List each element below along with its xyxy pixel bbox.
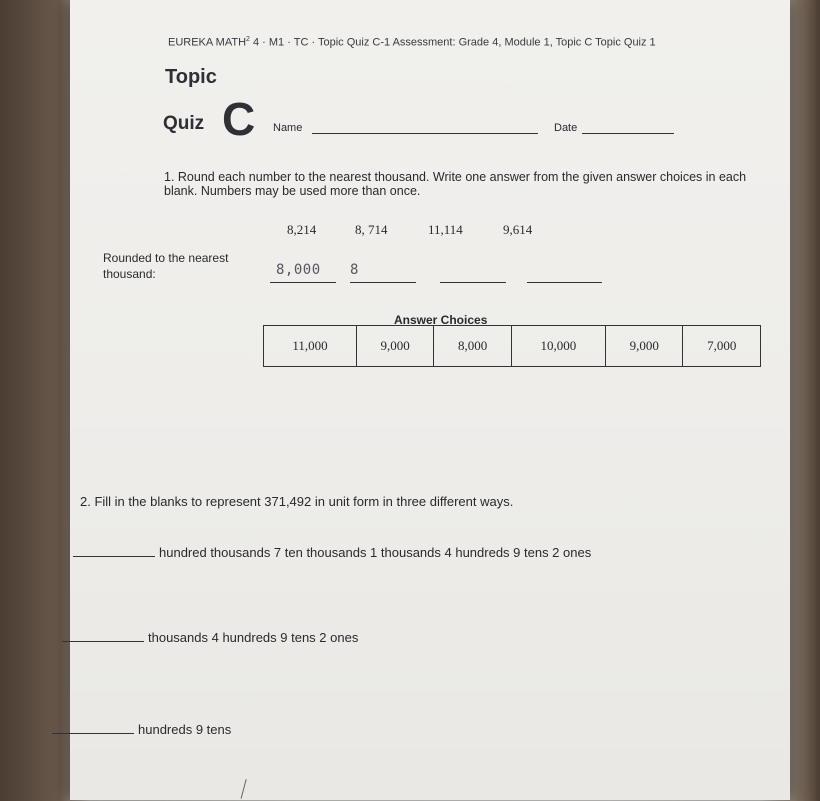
answer-blank-4[interactable] [527,282,602,283]
unit-form-line-2 [62,630,358,645]
number-1: 8,214 [287,222,317,237]
answer-blank-3[interactable] [440,282,506,283]
title-quiz: Quiz [163,113,205,134]
choice-cell: 8,000 [434,326,511,367]
answer-blank-2[interactable] [350,282,416,283]
choice-cell: 9,000 [605,326,682,367]
answer-choices-title: Answer Choices [394,313,488,327]
date-label: Date [554,122,578,134]
question-1-prompt: 1. Round each number to the nearest thousand. Write one answer from the given answer choices in each blank. Numbers may be used more than once. [164,170,747,198]
rounded-label: Rounded to the nearest thousand: [103,251,229,281]
number-2: 8, 714 [355,222,388,237]
answer-blank-1[interactable] [270,282,336,283]
choice-cell: 11,000 [264,326,357,367]
title-topic: Topic [165,66,217,88]
handwritten-answer-1: 8,000 [276,262,321,278]
title-letter: C [222,93,256,145]
unit-form-text-1: hundred thousands 7 ten thousands 1 thousands 4 hundreds 9 tens 2 ones [159,545,592,560]
worksheet-header [168,36,656,49]
answer-choices-table [263,325,761,367]
unit-form-text-2: thousands 4 hundreds 9 tens 2 ones [148,630,359,645]
question-2-prompt: 2. Fill in the blanks to represent 371,492 in unit form in three different ways. [80,494,514,509]
name-label: Name [273,122,303,134]
choice-cell: 9,000 [356,326,433,367]
number-3: 11,114 [428,222,463,237]
choice-cell: 10,000 [511,326,605,367]
unit-form-line-1 [73,545,591,560]
header-superscript: 2 [246,36,250,43]
header-text: 4 · M1 · TC · Topic Quiz C-1 Assessment: Grade 4, Module 1, Topic C Topic Quiz 1 [249,36,656,49]
header-brand: EUREKA MATH [168,36,247,49]
name-field[interactable] [312,133,538,134]
date-field[interactable] [582,133,674,134]
unit-form-text-3: hundreds 9 tens [138,722,232,737]
choice-cell: 7,000 [683,326,761,367]
unit-form-line-3 [52,722,231,737]
number-4: 9,614 [503,222,533,237]
unit-form-blank-3[interactable] [52,723,134,734]
unit-form-blank-1[interactable] [73,546,155,557]
handwritten-answer-2: 8 [350,262,359,278]
unit-form-blank-2[interactable] [62,631,144,642]
